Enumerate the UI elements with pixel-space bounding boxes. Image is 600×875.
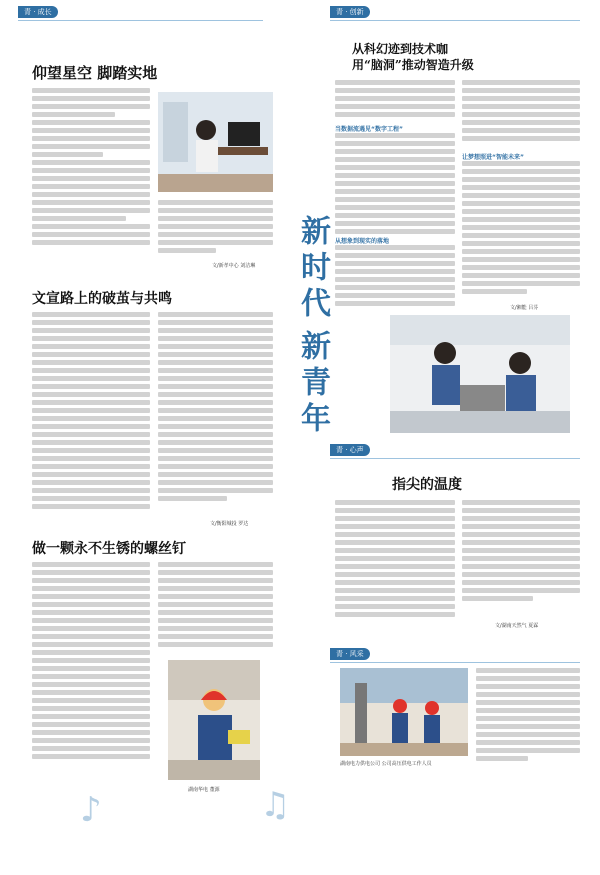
section-tag-voice: 青 · 心声 <box>330 444 370 456</box>
divider <box>330 662 580 663</box>
article-a4-body-3 <box>335 245 455 310</box>
headline-a4-line1: 从科幻迹到技术咖 <box>352 42 449 56</box>
divider <box>330 20 580 21</box>
section-tag-innovation: 青 · 创新 <box>330 6 370 18</box>
music-note-icon: ♫ <box>260 785 291 825</box>
vertical-title-line2: 新青年 <box>295 330 330 438</box>
photo-power-workers <box>340 668 468 756</box>
photo-woman-at-desk <box>158 92 273 192</box>
article-a4-body-1 <box>335 80 455 120</box>
article-a4-body-2 <box>335 133 455 243</box>
article-a4-body-5 <box>462 161 580 301</box>
article-a2-body-1 <box>32 312 150 517</box>
headline-a5: 指尖的温度 <box>392 477 462 493</box>
credit-a5: 文/湖南天然气 夏霖 <box>495 623 539 629</box>
section-tag-growth: 青 · 成长 <box>18 6 58 18</box>
credit-a4: 文/湘能 吕芬 <box>510 305 539 311</box>
divider <box>18 20 263 21</box>
caption-electrician: 湖南华电 董源 <box>188 787 220 793</box>
article-a3-body-1 <box>32 562 150 767</box>
caption-bottom: 湖南电力供电公司 公司高压供电工作人员 <box>340 761 432 767</box>
headline-a1: 仰望星空 脚踏实地 <box>32 64 158 82</box>
article-a1-body-1 <box>32 88 150 253</box>
article-a4-body-4 <box>462 80 580 150</box>
photo-team-with-laptop <box>390 315 570 433</box>
credit-a2: 文/衡阳城投 罗达 <box>210 521 249 527</box>
vertical-title-line1: 新时代 <box>295 215 330 323</box>
subhead-a4-1: 当数据流遇见“数字工程” <box>335 126 403 133</box>
headline-a4-line2: 用“脑洞”推动智造升级 <box>352 58 474 72</box>
divider <box>330 458 580 459</box>
credit-a1: 文/新孝中心 刘洁琳 <box>212 263 256 269</box>
article-a3-body-2 <box>158 562 273 657</box>
subhead-a4-3: 让梦想照进“智能未来” <box>462 154 524 161</box>
subhead-a4-2: 从想象到现实的落地 <box>335 238 390 245</box>
article-a5-body-2 <box>462 500 580 610</box>
section-tag-style: 青 · 风采 <box>330 648 370 660</box>
article-a6-body <box>476 668 580 768</box>
article-a2-body-2 <box>158 312 273 517</box>
headline-a3: 做一颗永不生锈的螺丝钉 <box>32 541 186 557</box>
article-a1-body-2 <box>158 200 273 260</box>
photo-electrician <box>168 660 260 780</box>
headline-a2: 文宣路上的破茧与共鸣 <box>32 291 172 307</box>
music-note-icon: ♪ <box>80 790 102 830</box>
article-a5-body-1 <box>335 500 455 620</box>
